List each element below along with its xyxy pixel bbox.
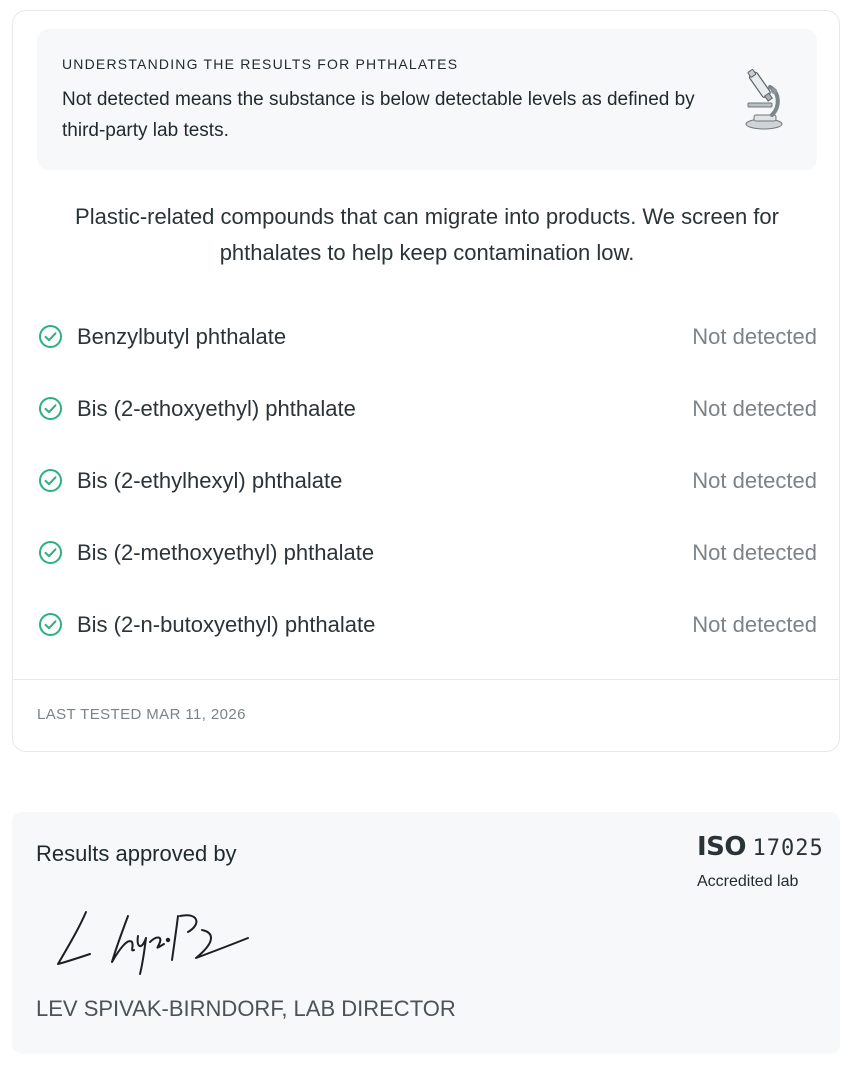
iso-word: ISO xyxy=(697,832,747,862)
description: Plastic-related compounds that can migrate into products. We screen for phthalates to help keep contamination low. xyxy=(75,204,779,265)
director-name: LEV SPIVAK-BIRNDORF, LAB DIRECTOR xyxy=(36,996,456,1021)
microscope-icon xyxy=(742,67,786,131)
accredited-label: Accredited lab xyxy=(697,873,799,890)
approval-panel xyxy=(12,812,840,1054)
substance-name: Bis (2-methoxyethyl) phthalate xyxy=(77,540,375,565)
result-row xyxy=(37,301,817,373)
director-signature xyxy=(50,902,280,982)
result-row xyxy=(37,445,817,517)
detection-status: Not detected xyxy=(692,324,817,349)
detection-status: Not detected xyxy=(692,396,817,421)
detection-status: Not detected xyxy=(692,612,817,637)
info-text: Not detected means the substance is below detectable levels as defined by third-party lab tests. xyxy=(62,89,695,141)
iso-number: 17025 xyxy=(752,836,824,861)
check-circle-icon xyxy=(38,540,63,565)
approved-label: Results approved by xyxy=(36,841,237,866)
result-row xyxy=(37,373,817,445)
divider xyxy=(13,679,839,680)
substance-name: Bis (2-n-butoxyethyl) phthalate xyxy=(77,612,376,637)
info-box xyxy=(37,29,817,170)
result-row xyxy=(37,517,817,589)
substance-name: Bis (2-ethylhexyl) phthalate xyxy=(77,468,343,493)
result-list xyxy=(37,301,817,661)
detection-status: Not detected xyxy=(692,468,817,493)
substance-name: Bis (2-ethoxyethyl) phthalate xyxy=(77,396,356,421)
info-title: UNDERSTANDING THE RESULTS FOR PHTHALATES xyxy=(62,56,459,72)
check-circle-icon xyxy=(38,324,63,349)
substance-name: Benzylbutyl phthalate xyxy=(77,324,287,349)
detection-status: Not detected xyxy=(692,540,817,565)
check-circle-icon xyxy=(38,468,63,493)
last-tested: LAST TESTED MAR 11, 2026 xyxy=(37,706,246,723)
iso-logo xyxy=(697,832,824,866)
results-card xyxy=(12,10,840,752)
check-circle-icon xyxy=(38,396,63,421)
check-circle-icon xyxy=(38,612,63,637)
result-row xyxy=(37,589,817,661)
